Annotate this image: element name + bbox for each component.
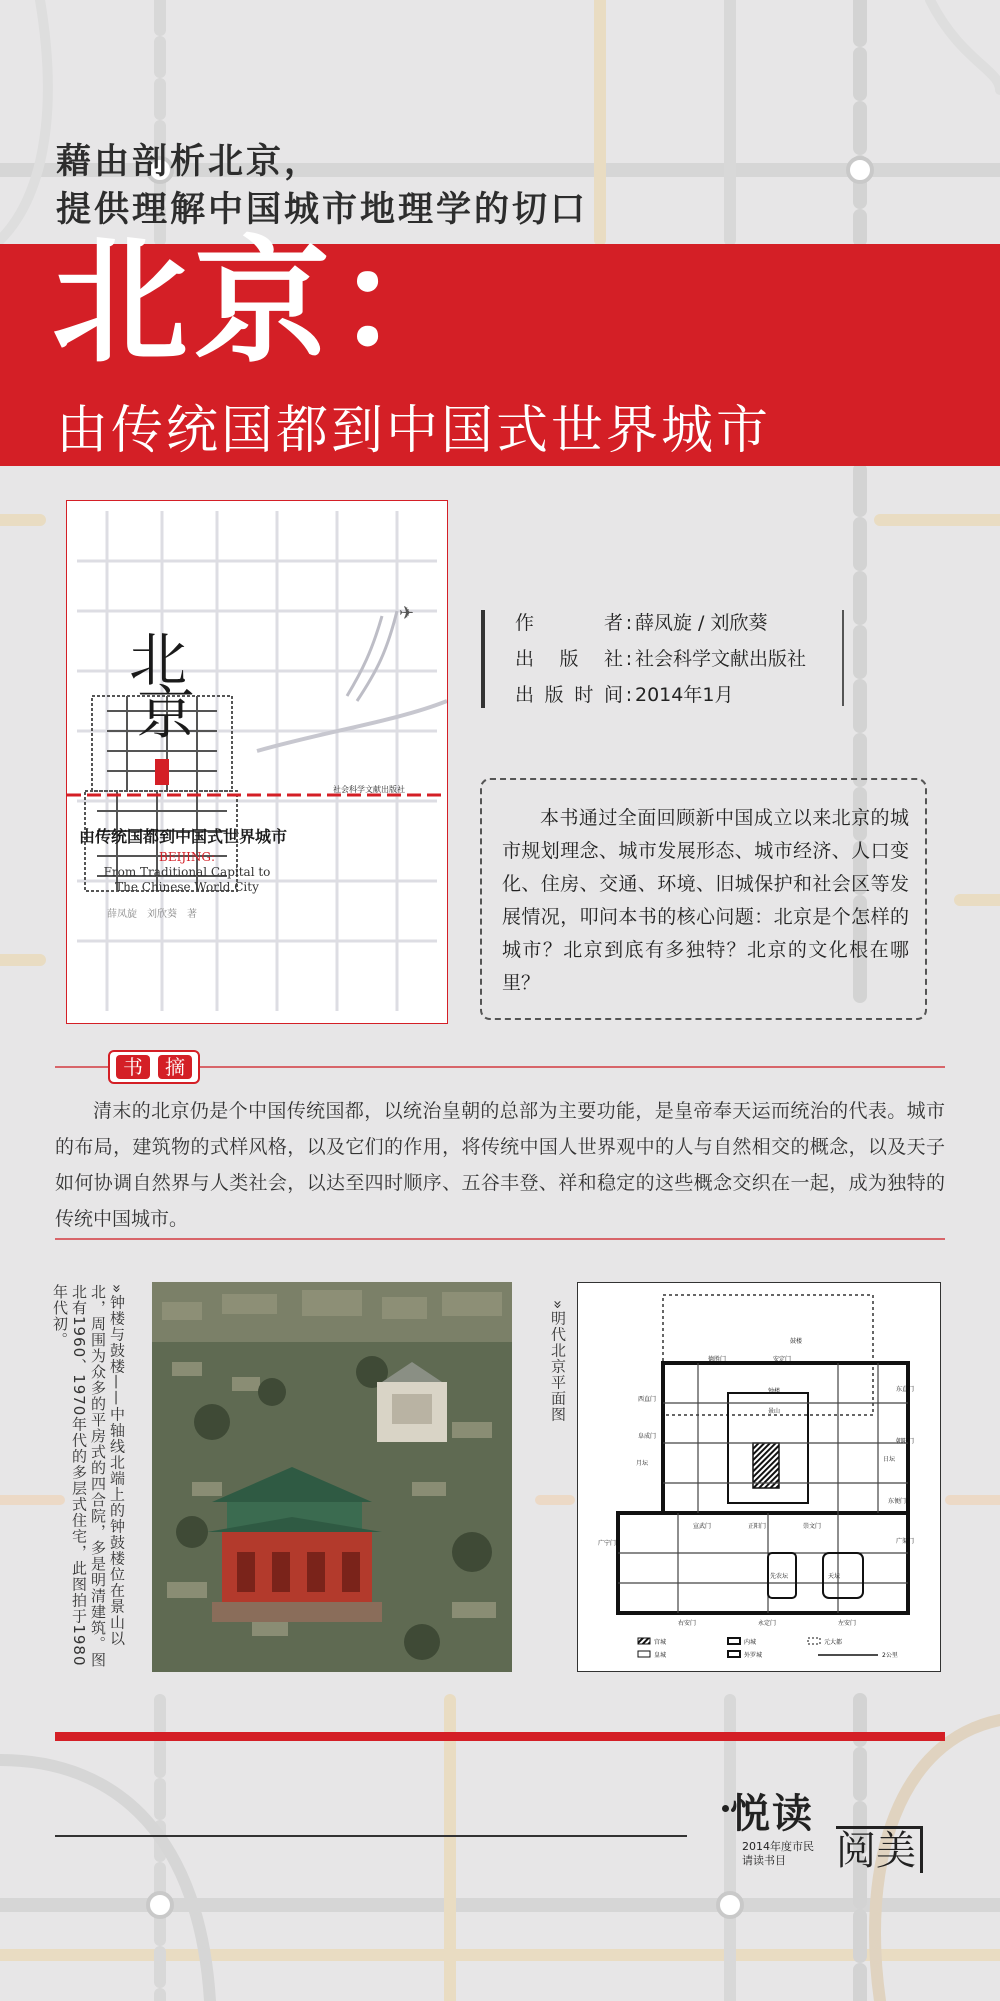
- svg-text:西直门: 西直门: [638, 1396, 657, 1403]
- date-label: 出版时间: [515, 684, 623, 706]
- footer-rule: [55, 1835, 687, 1837]
- svg-text:景山: 景山: [768, 1408, 781, 1415]
- page-title: 北京：: [52, 224, 478, 382]
- svg-text:正阳门: 正阳门: [748, 1523, 767, 1530]
- cover-en-line-3: The Chinese World City: [115, 880, 259, 894]
- svg-text:右安门: 右安门: [678, 1620, 697, 1627]
- cover-en-line-2: From Traditional Capital to: [103, 865, 271, 879]
- cover-map-art: [67, 501, 447, 1023]
- author-label: 作 者: [515, 612, 623, 634]
- book-summary: 本书通过全面回顾新中国成立以来北京的城市规划理念、城市发展形态、城市经济、人口变化、住房、交通、环境、旧城保护和社会区等发展情况，叩问本书的核心问题：北京是个怎样的城市？北京到底有多独特？北京的文化根在哪里？: [480, 778, 927, 1020]
- cover-authors: 薛凤旋 刘欣葵 著: [107, 909, 197, 920]
- svg-text:朝阳门: 朝阳门: [896, 1438, 915, 1445]
- publisher-value: 社会科学文献出版社: [635, 648, 807, 670]
- map-caption: »明代北京平面图: [549, 1300, 567, 1423]
- svg-text:先农坛: 先农坛: [770, 1573, 789, 1580]
- svg-text:阜成门: 阜成门: [638, 1433, 657, 1440]
- header-subtitle: [56, 138, 588, 234]
- book-info-author: 作 者 : 薛凤旋 / 刘欣葵: [515, 612, 768, 634]
- svg-text:左安门: 左安门: [838, 1620, 857, 1627]
- excerpt-text: 清末的北京仍是个中国传统国都，以统治皇朝的总部为主要功能，是皇帝奉天运而统治的代表。城市的布局，建筑物的式样风格，以及它们的作用，将传统中国人世界观中的人与自然相交的概念，以及天子如何协调自然界与人类社会，以达至四时顺序、五谷丰登、祥和稳定的这些概念交织在一起，成为独特的传统中国城市。: [55, 1100, 945, 1230]
- logo-dot: [722, 1805, 729, 1812]
- excerpt-bottom-rule: [55, 1238, 945, 1240]
- svg-text:月坛: 月坛: [636, 1460, 649, 1467]
- yuan-dadu-outline: [663, 1295, 873, 1415]
- cover-title: 由传统国都到中国式世界城市: [79, 827, 288, 846]
- logo-subtext-line-1: 2014年度市民: [742, 1840, 814, 1853]
- logo-yuemei: 阅美: [836, 1826, 923, 1873]
- cover-char-jing: 京: [137, 679, 196, 747]
- logo-subtext-line-2: 请读书目: [742, 1854, 786, 1867]
- photo-caption: »钟楼与鼓楼——中轴线北端上的钟鼓楼位在景山以北，周围为众多的平房式的四合院，多是明清建筑。图北有1960、1970年代的多层式住宅，此图拍于1980年代初。: [51, 1284, 126, 1668]
- publisher-label: 出 版 社: [515, 648, 623, 670]
- author-value: 薛凤旋 / 刘欣葵: [635, 612, 768, 634]
- svg-text:皇城: 皇城: [654, 1652, 667, 1659]
- svg-text:✈: ✈: [399, 603, 415, 624]
- svg-text:鼓楼: 鼓楼: [790, 1338, 803, 1345]
- cover-en-line-1: BEIJING:: [159, 850, 215, 864]
- bell-drum-tower-photo: [152, 1282, 512, 1672]
- book-info-publisher: 出 版 社 : 社会科学文献出版社: [515, 648, 807, 670]
- subtitle-line-2: 提供理解中国城市地理学的切口: [56, 189, 589, 230]
- date-value: 2014年1月: [635, 684, 734, 706]
- svg-text:德胜门: 德胜门: [708, 1356, 727, 1363]
- cover-publisher: 社会科学文献出版社: [333, 785, 405, 794]
- svg-text:广宁门: 广宁门: [598, 1540, 617, 1547]
- logo-yuedu: 悦读: [730, 1791, 814, 1837]
- page-title-sub: 由传统国都到中国式世界城市: [56, 401, 772, 461]
- subtitle-line-1: 藉由剖析北京，: [56, 141, 323, 182]
- svg-text:2公里: 2公里: [882, 1652, 898, 1659]
- bottom-red-bar: [55, 1732, 945, 1741]
- svg-text:广渠门: 广渠门: [896, 1538, 915, 1545]
- svg-text:崇文门: 崇文门: [803, 1523, 822, 1530]
- book-info-date: 出版时间 : 2014年1月: [515, 684, 734, 706]
- svg-text:内城: 内城: [744, 1639, 757, 1646]
- book-cover: [66, 500, 448, 1024]
- svg-text:元大都: 元大都: [824, 1639, 843, 1646]
- svg-text:钟楼: 钟楼: [768, 1388, 781, 1395]
- svg-text:东便门: 东便门: [888, 1498, 907, 1505]
- ming-beijing-map: [577, 1282, 941, 1672]
- inner-city-wall: [663, 1363, 908, 1513]
- svg-text:宣武门: 宣武门: [693, 1523, 712, 1530]
- book-info-right-rule: [842, 610, 844, 706]
- svg-text:安定门: 安定门: [773, 1356, 792, 1363]
- svg-text:天坛: 天坛: [828, 1573, 841, 1580]
- tag-char-2: 摘: [158, 1055, 192, 1079]
- svg-text:外罗城: 外罗城: [744, 1652, 763, 1659]
- palace-city: [753, 1443, 779, 1488]
- svg-text:日坛: 日坛: [883, 1456, 896, 1463]
- svg-text:永定门: 永定门: [758, 1620, 777, 1627]
- book-info: [481, 610, 850, 708]
- svg-text:宫城: 宫城: [654, 1639, 667, 1646]
- tag-char-1: 书: [116, 1055, 150, 1079]
- excerpt-tag: [108, 1050, 200, 1084]
- logo-subtext: [742, 1840, 814, 1868]
- cover-char-bei: 北: [129, 626, 188, 694]
- cover-english-title: [87, 850, 287, 895]
- svg-text:东直门: 东直门: [896, 1386, 915, 1393]
